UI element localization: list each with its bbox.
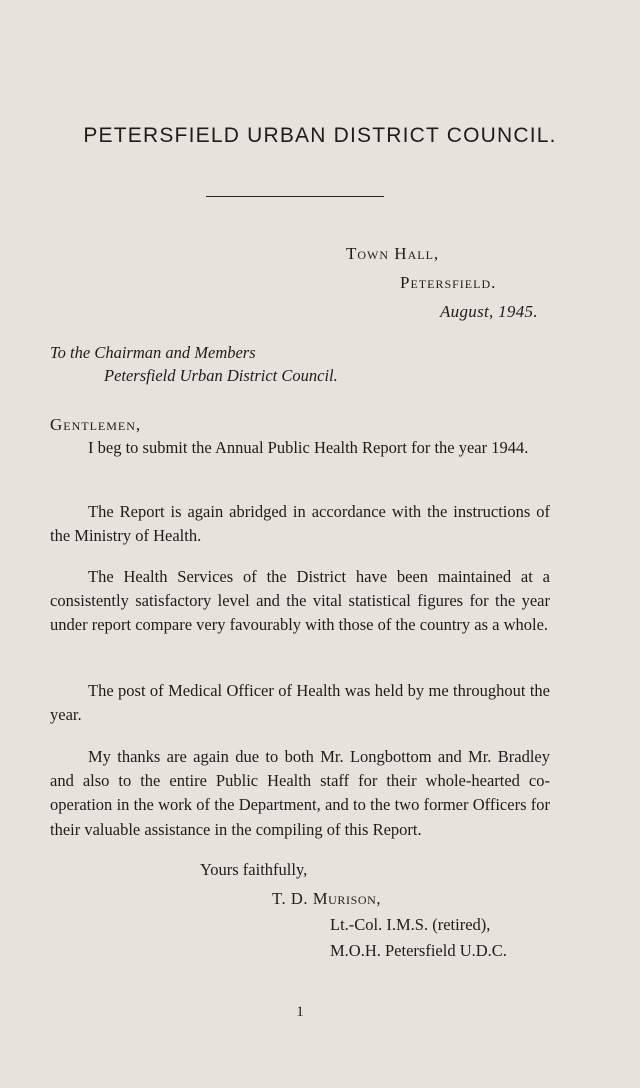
- council-title: PETERSFIELD URBAN DISTRICT COUNCIL.: [83, 124, 557, 147]
- letter-date: August, 1945.: [440, 302, 538, 321]
- address-town-hall: Town Hall,: [346, 244, 440, 263]
- address-town: Petersfield.: [400, 273, 497, 292]
- paragraph-1: I beg to submit the Annual Public Health Report for the year 1944.: [88, 438, 529, 457]
- signatory-rank: Lt.-Col. I.M.S. (retired),: [330, 915, 491, 934]
- salutation-recipient: To the Chairman and Members: [50, 343, 256, 362]
- paragraph-3: The Health Services of the District have been maintained at a consistently satisfactory level and the vital statistical figures for the year under report compare very favourably with those of the country as a whole.: [50, 567, 550, 635]
- paragraph-4: The post of Medical Officer of Health was held by me throughout the year.: [50, 681, 550, 725]
- page-number: 1: [296, 1004, 304, 1020]
- greeting: Gentlemen,: [50, 415, 142, 434]
- paragraph-5: My thanks are again due to both Mr. Longbottom and Mr. Bradley and also to the entire Public Health staff for their whole-hearted co-operation in the work of the Department, and to the two former Officers for their valuable assistance in the compiling of this Report.: [50, 747, 550, 839]
- paragraph-2: The Report is again abridged in accordance with the instructions of the Ministry of Health.: [50, 502, 550, 546]
- title-divider: [206, 196, 384, 197]
- salutation-council: Petersfield Urban District Council.: [104, 366, 338, 385]
- signatory-name: T. D. Murison,: [272, 889, 382, 908]
- closing: Yours faithfully,: [200, 860, 308, 879]
- signatory-office: M.O.H. Petersfield U.D.C.: [330, 941, 507, 960]
